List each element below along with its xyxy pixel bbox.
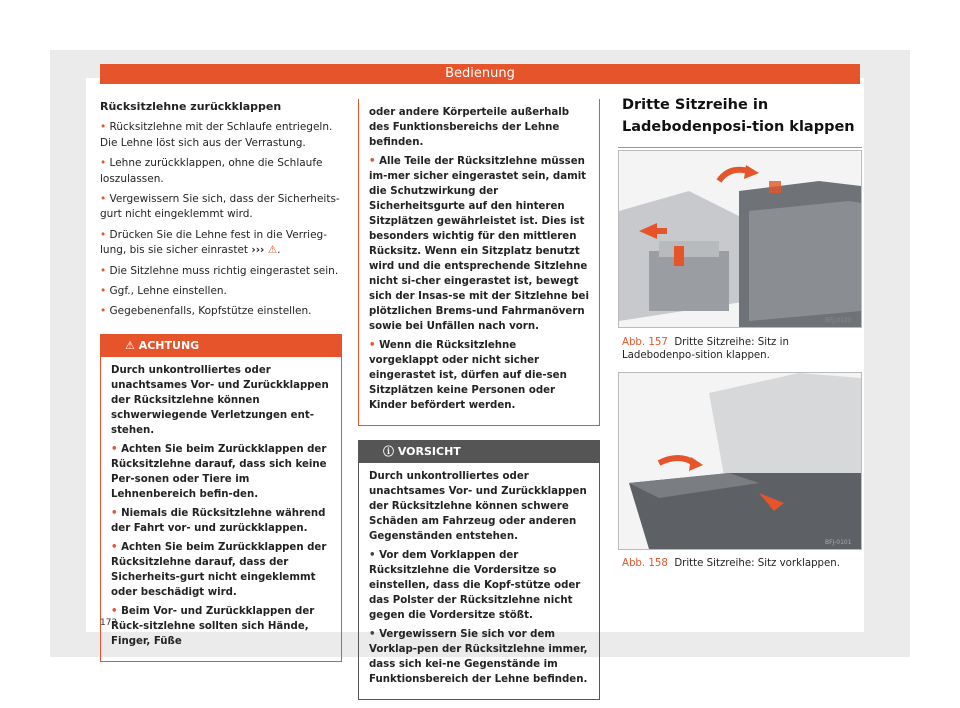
list-item: • Achten Sie beim Zurückklappen der Rücksitzlehne darauf, dass der Sicherheits-gurt nicht eingeklemmt oder beschädigt wird. <box>111 541 327 598</box>
warning-box-continued <box>358 99 600 426</box>
section-header: Bedienung <box>100 64 860 84</box>
list-item: • Vergewissern Sie sich vor dem Vorklap-pen der Rücksitzlehne immer, dass sich kei-ne Gegenstände im Funktionsbereich der Lehne befinden. <box>369 629 588 685</box>
section-title: Dritte Sitzreihe in Ladebodenposi-tion klappen <box>622 97 855 135</box>
list-item: • Vor dem Vorklappen der Rücksitzlehne die Vordersitze so einstellen, dass die Kopf-stütze oder das Polster der Rücksitzlehne nicht gegen die Vordersitze stößt. <box>369 550 581 621</box>
list-item: • Vergewissern Sie sich, dass der Sicherheits-gurt nicht eingeklemmt wird. <box>100 193 340 221</box>
figure-157-caption: Abb. 157 Dritte Sitzreihe: Sitz in Ladebodenpo-sition klappen. <box>622 337 789 361</box>
list-item: • Drücken Sie die Lehne fest in die Verrieg-lung, bis sie sicher einrastet ››› ⚠. <box>100 228 328 257</box>
list-item: • Achten Sie beim Zurückklappen der Rücksitzlehne darauf, dass sich keine Per-sonen oder Tiere im Lehnenbereich befin-den. <box>111 443 327 500</box>
list-item: • Gegebenenfalls, Kopfstütze einstellen. <box>100 305 312 318</box>
list-item: • Ggf., Lehne einstellen. <box>100 285 227 298</box>
column-2 <box>358 99 600 700</box>
list-item: • Lehne zurückklappen, ohne die Schlaufe loszulassen. <box>100 157 323 185</box>
list-item: • Alle Teile der Rücksitzlehne müssen im-mer sicher eingerastet sein, damit die Schutzwirkung der Sicherheitsgurte auf den hinteren Sitzplätzen gewährleistet ist. Dies ist besonders wichtig für den mittleren Rücksitz. Wenn ein Sitzplatz benutzt wird und die entsprechende Sitzlehne nicht si-cher eingerastet ist, bewegt sich der Insas-se mit der Sitzlehne bei plötzlichen Brems-und Fahrmanövern sowie bei Unfällen nach vorn. <box>369 156 589 332</box>
warning-box-title: ⚠ ACHTUNG <box>101 335 341 357</box>
caution-intro: Durch unkontrolliertes oder unachtsames Vor- und Zurückklappen der Rücksitzlehne können schwere Schäden am Fahrzeug oder anderen Gegenständen entstehen. <box>369 471 587 542</box>
caution-box <box>358 440 600 700</box>
warning-continued-text: oder andere Körperteile außerhalb des Funktionsbereichs der Lehne befinden. <box>369 107 570 148</box>
list-item: • Wenn die Rücksitzlehne vorgeklappt oder nicht sicher eingerastet ist, dürfen auf die-sen Sitzplätzen keine Personen oder Kinder befördert werden. <box>369 340 567 411</box>
figure-code: BFJ-0101 <box>825 539 852 546</box>
warning-triangle-icon: ⚠ <box>125 338 135 352</box>
warning-intro: Durch unkontrolliertes oder unachtsames Vor- und Zurückklappen der Rücksitzlehne können schwerwiegende Verletzungen ent-stehen. <box>111 364 329 436</box>
caution-box-title: ⓘ VORSICHT <box>359 441 599 463</box>
subsection-heading: Rücksitzlehne zurückklappen <box>100 100 282 113</box>
list-item: • Rücksitzlehne mit der Schlaufe entriegeln. Die Lehne löst sich aus der Verrastung. <box>100 121 333 149</box>
warning-box <box>100 334 342 662</box>
list-item: • Niemals die Rücksitzlehne während der Fahrt vor- und zurückklappen. <box>111 507 326 534</box>
list-item: • Beim Vor- und Zurückklappen der Rück-sitzlehne sollten sich Hände, Finger, Füße <box>111 605 315 647</box>
page-number: 172 <box>100 618 118 628</box>
warning-triangle-icon: ⚠ <box>267 244 278 257</box>
seat-fold-illustration <box>619 151 861 327</box>
list-item: • Die Sitzlehne muss richtig eingerastet sein. <box>100 264 339 277</box>
figure-157-image <box>618 150 862 328</box>
figure-158-image <box>618 372 862 550</box>
column-1 <box>100 99 342 662</box>
figure-code: BFJ-0100 <box>825 317 852 324</box>
info-circle-icon: ⓘ <box>383 445 394 458</box>
seat-fold-forward-illustration <box>619 373 861 549</box>
figure-158-caption: Abb. 158 Dritte Sitzreihe: Sitz vorklappen. <box>622 558 840 569</box>
title-divider <box>618 147 862 148</box>
